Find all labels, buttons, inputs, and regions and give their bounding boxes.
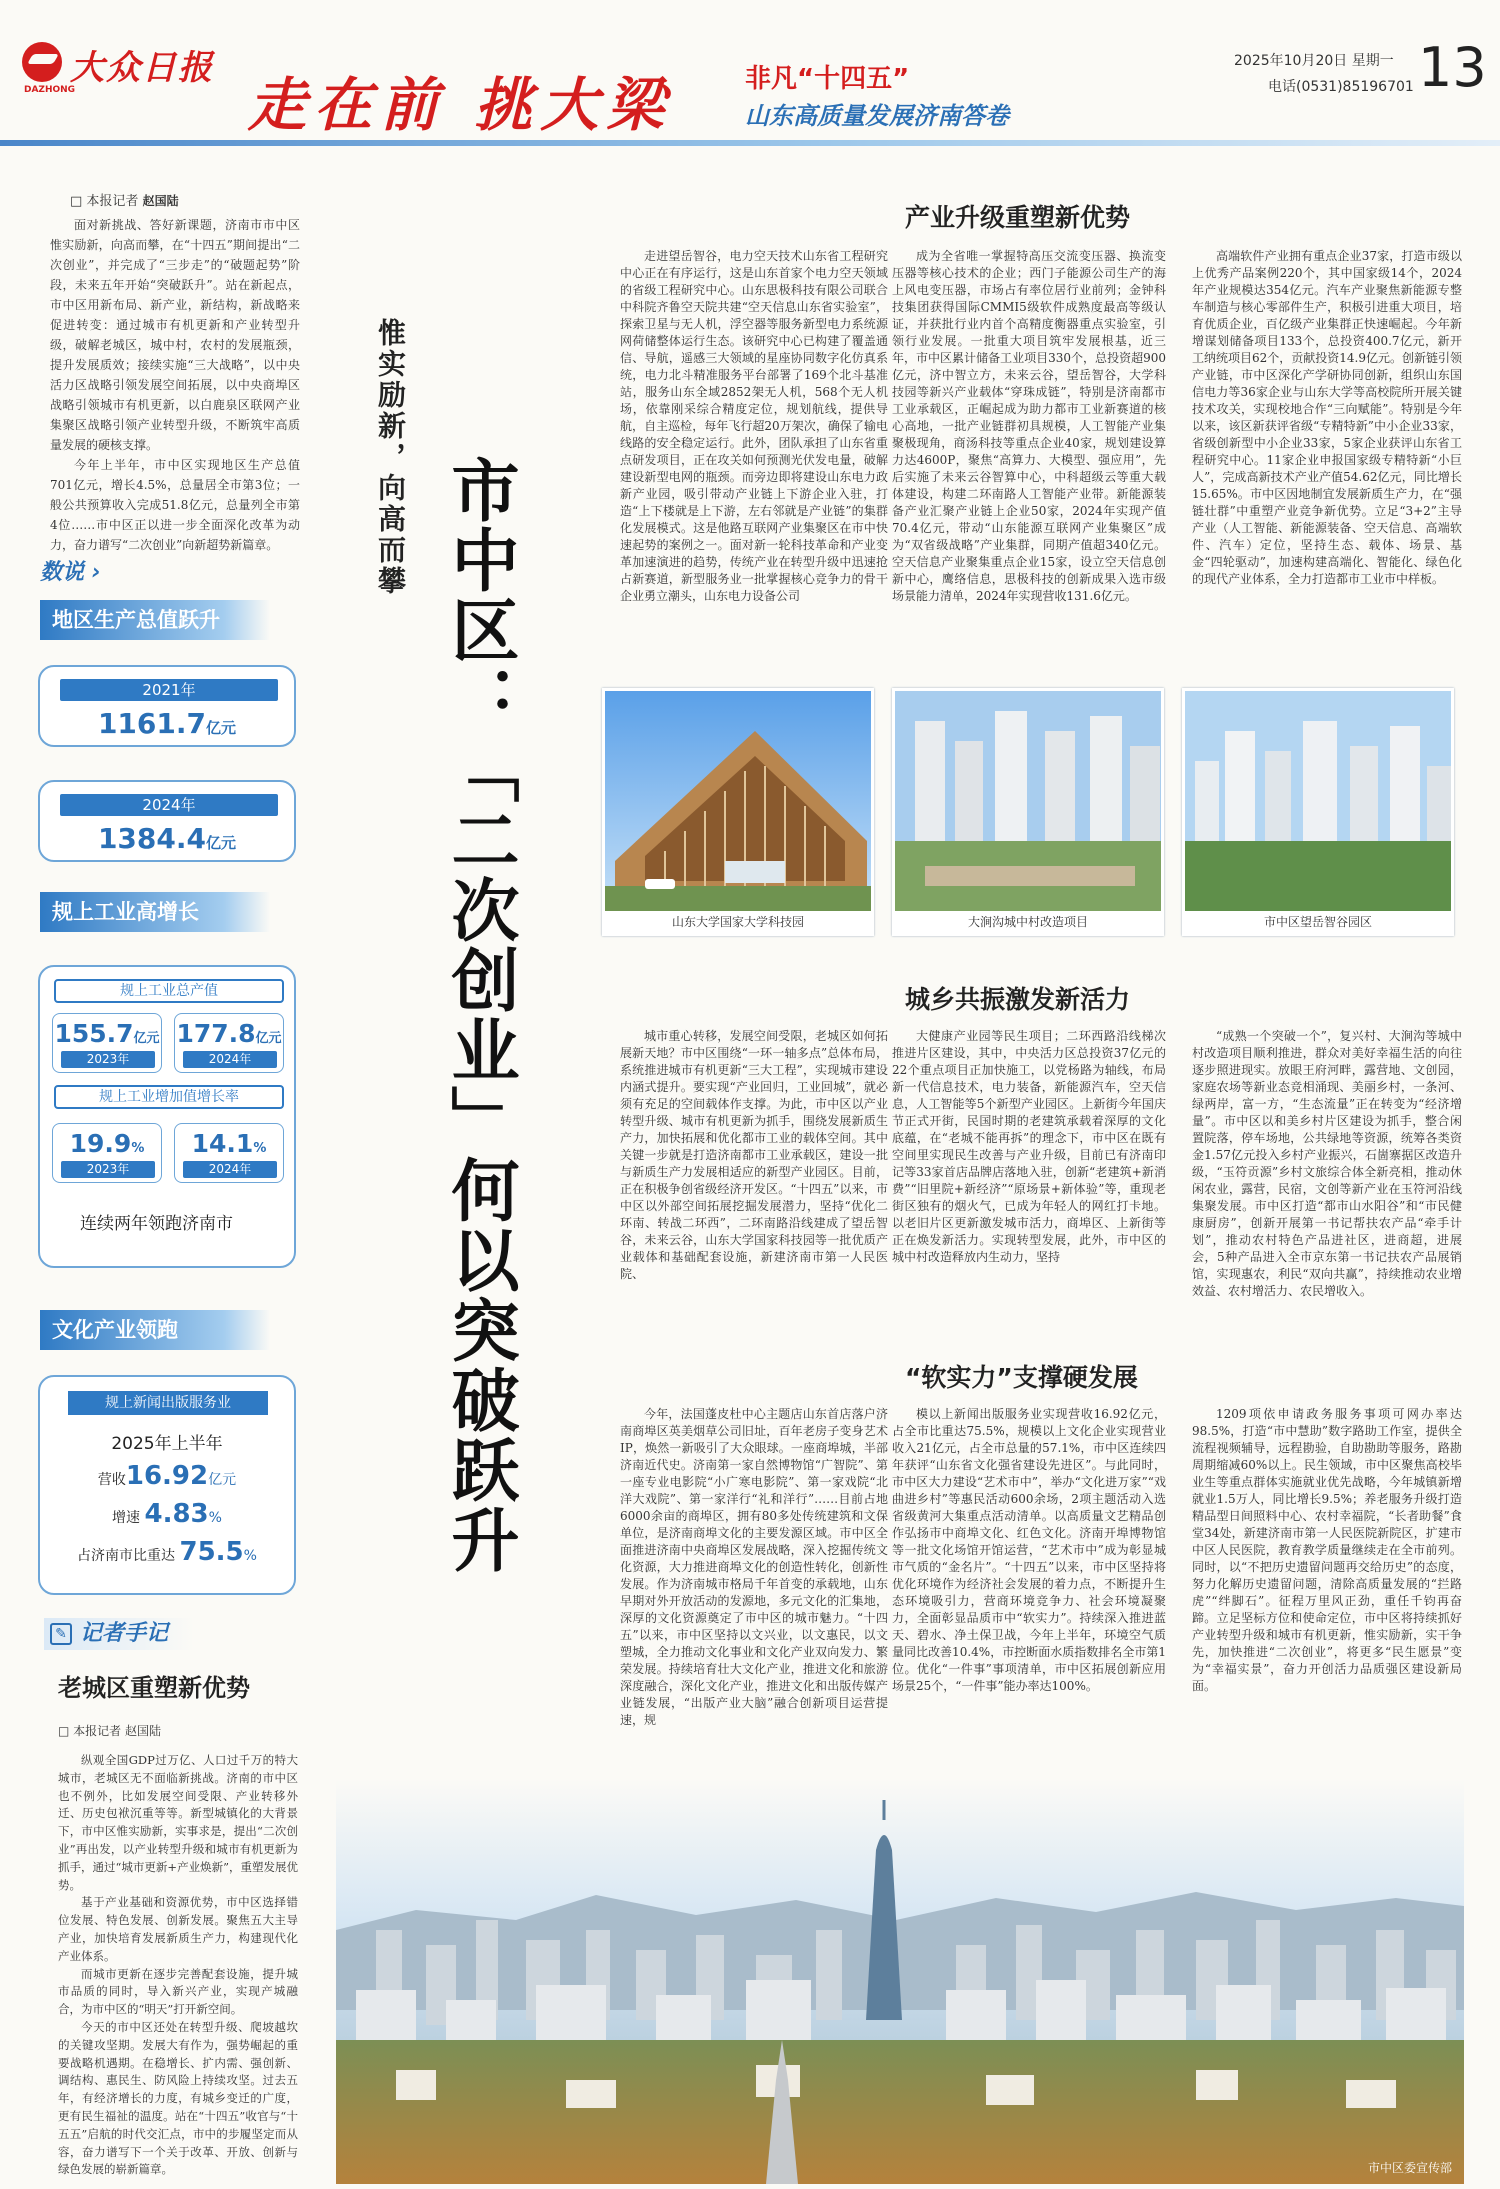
industry-section-title: 规上工业高增长 [40,892,270,932]
lead-paragraph: 今年上半年，市中区实现地区生产总值701亿元，增长4.5%，总量居全市第3位；一般公共预算收入完成51.8亿元，总量列全市第4位……市中区正以进一步全面深化改革为动力，奋力谱写“二次创业”向新超势新篇章。 [50,458,300,552]
photo-science-park [602,688,874,936]
article-column: 高端软件产业拥有重点企业37家，打造市级以上优秀产品案例220个，其中国家级14个，2024年产业规模达354亿元。汽车产业聚焦新能源专整车制造与核心零部件生产，积极引进重大项目，培育优质企业，百亿级产业集群正快速崛起。今年新增谋划储备项目133个，总投资400.7亿元，新开工纳统项目62个，贡献投资14.9亿元。创新链引领产业链，市中区深化产学研协同创新，组织山东国信电力等36家企业与山东大学等高校院所开展关键技术攻关，实现校地合作“三向赋能”。特别是今年以来，该区新获评省级“专精特新”中小企业33家，省级创新型中小企业33家，5家企业获评山东省工程研究中心。11家企业申报国家级专精特新“小巨人”，完成高新技术产业产值54.62亿元，同比增长15.65%。市中区因地制宜发展新质生产力，在“强链壮群”中重塑产业竞争新优势。立足“3+2”主导产业（人工智能、新能源装备、空天信息、高端软件、汽车）定位，坚持生态、载体、场景、基金“四轮驱动”，加速构建高端化、智能化、绿色化的现代产业体系，全力打造都市工业市中样板。 [1192,249,1462,586]
article-column: 今年，法国蓬皮杜中心主题店山东首店落户济南商埠区英美烟草公司旧址，百年老房子变身艺术IP，焕然一新吸引了大众眼球。一座商埠城，半部济南近代史。济南第一家自然博物馆“广智院”、第一座专业电影院“小广寒电影院”、第一家戏院“北洋大戏院”、第一家洋行“礼和洋行”……目前占地6000余亩的商埠区，拥有80多处传统建筑和文保单位，是济南商埠文化的主要发源区域。市中区全面推进济南中央商埠区发展战略，深入挖掘传统文化资源，大力推进商埠文化的创造性转化，创新性发展。作为济南城市格局千年首变的承载地，山东早期对外开放活动的发源地，多元文化的汇集地，深厚的文化资源奠定了市中区的城市魅力。“十四五”以来，市中区坚持以文兴业，以文惠民，以文塑城，全力推动文化事业和文化产业双向发力、繁荣发展。持续培育壮大文化产业，推进文化和旅游深度融合，深化文化产业，推进文化和出版传媒产业链发展，“出版产业大脑”融合创新项目运营提速，规 [620,1407,888,1727]
publishing-header: 规上新闻出版服务业 [68,1391,268,1415]
photo-renewal-project [892,688,1164,936]
output-2024: 177.8亿元 2024年 [174,1013,284,1073]
series-kicker: 非凡“十四五” [745,64,910,94]
headline-subtitle: 惟实励新，向高而攀 [374,318,407,597]
masthead [0,0,1500,150]
essay-paragraph: 而城市更新在逐步完善配套设施，提升城市品质的同时，导入新兴产业，实现产城融合，为市中区的“明天”打开新空间。 [58,1966,298,2017]
publishing-period: 2025年上半年 [111,1434,223,1454]
photo-caption: 大涧沟城中村改造项目 [895,911,1161,933]
slogan: 走在前 挑大梁 [248,71,673,139]
photo-smart-valley [1182,688,1454,936]
publishing-stats-box [38,1375,296,1595]
essay-title: 老城区重塑新优势 [58,1673,250,1702]
share-line: 占济南市比重达 75.5% [77,1537,257,1567]
page-number: 13 [1418,36,1487,99]
headline-title: 市中区：「二次创业」何以突破跃升 [440,455,520,1575]
gdp-value: 1161.7亿元 [97,707,237,740]
section-title-urban-rural: 城乡共振激发新活力 [905,985,1131,1014]
section-title-industry: 产业升级重塑新优势 [905,203,1131,232]
growth-2024: 14.1% 2024年 [174,1123,284,1183]
logo-name: 大众日报 [70,48,214,88]
growth-2023: 19.9% 2023年 [52,1123,162,1183]
pen-icon: ✎ [50,1623,72,1645]
industry-note: 连续两年领跑济南市 [80,1214,233,1234]
essay-byline: □ 本报记者 赵国陆 [58,1724,161,1738]
article-column: 模以上新闻出版服务业实现营收16.92亿元，占全市比重达75.5%，规模以上文化企业实现营业收入21亿元，占全市总量的57.1%，市中区连续四年获评“山东省文化强省建设先进区”。与此同时，市中区大力建设“艺术市中”，举办“文化进万家”“戏曲进乡村”等惠民活动600余场，2项主题活动入选省级黄河大集重点活动清单。以高质量文艺精品创作弘扬市中商埠文化、红色文化。济南开埠博物馆等一批文化场馆开馆运营，“艺术市中”成为彰显城市气质的“金名片”。“十四五”以来，市中区坚持将优化环境作为经济社会发展的着力点，不断提升生态环境吸引力，营商环境竞争力、社会环境凝聚力，全面彰显品质市中“软实力”。持续深入推进蓝天、碧水、净土保卫战，今年上半年，环境空气质量同比改善10.4%，市控断面水质指数排名全市第1位。优化“一件事”事项清单，市中区拓展创新应用场景25个，“一件事”能办率达100%。 [892,1407,1166,1693]
gdp-section-title: 地区生产总值跃升 [40,600,270,640]
city-panorama-photo [336,1780,1464,2184]
growth-header: 规上工业增加值增长率 [54,1085,284,1109]
photo-caption: 市中区望岳智谷园区 [1185,911,1451,933]
reporter-notes-tag: ✎ 记者手记 [44,1618,194,1650]
article-column: 走进望岳智谷，电力空天技术山东省工程研究中心正在有序运行，这是山东首家个电力空天领域的省级工程研究中心。山东思极科技有限公司联合中科院齐鲁空天院共建“空天信息山东省实验室”，探索卫星与无人机，浮空器等服务新型电力系统源网荷储整体运行生态。该研究中心已构建了覆盖通信、导航，遥感三大领域的星座协同数字化仿真系统，电力北斗精准服务平台部署了169个北斗基准站，服务山东全域2852架无人机，568个无人机场，依靠刚采综合精度定位，规划航线，提供导航，自主巡检，每年飞行超20万架次，确保了输电线路的安全稳定运行。此外，团队承担了山东省重点研发项目，正在攻关如何预测光伏发电量，破解建设新型电网的瓶颈。而旁边即将建设山东电力政新产业园，吸引带动产业链上下游企业入驻，打造“上下楼就是上下游，左右邻就是产业链”的集群化发展模式。这是他路互联网产业集聚区在市中快速起势的案例之一。面对新一轮科技革命和产业变革加速演进的趋势，传统产业在转型升级中迅速抢占新赛道，新型服务业一批掌握核心竞争力的骨干企业勇立潮头，山东电力设备公司 [620,249,888,603]
newspaper-logo [22,40,232,100]
lead-intro [30,180,300,555]
article-column: “成熟一个突破一个”，复兴村、大涧沟等城中村改造项目顺利推进，群众对美好幸福生活的向往逐步照进现实。放眼王府河畔，露营地、文创园，家庭农场等新业态竞相涌现、美丽乡村，一条河、绿两岸，富一方，“生态流量”正在转变为“经济增量”。市中区以和美乡村片区建设为抓手，整合闲置院落，停车场地，公共绿地等资源，统筹各类资金1.57亿元投入乡村产业振兴，石崮寨据区改造升级，“玉符贡源”乡村文旅综合体全新亮相，推动休闲农业，露营，民宿，文创等新产业在玉符河沿线集聚发展。市中区打造“都市山水阳谷”和“市民健康厨房”，创新开展第一书记帮扶农产品“牵手计划”，推动农村特色产品进社区，进商超，进展会，5种产品进入全市京东第一书记扶农产品展销馆，实现惠农，利民“双向共赢”，持续推动农业增效益、农村增活力、农民增收入。 [1192,1029,1462,1298]
revenue-line: 营收16.92亿元 [97,1461,237,1491]
data-tag: 数说 › [40,560,101,585]
header-rule [0,140,1500,146]
section-title-soft-power: “软实力”支撑硬发展 [905,1363,1138,1392]
photo-credit: 市中区委宣传部 [1367,2161,1452,2175]
gdp-card-2021 [38,665,296,747]
growth-line: 增速 4.83% [112,1499,222,1529]
gdp-card-2024 [38,780,296,862]
essay-body [58,1752,298,2179]
logo-sub: DAZHONG [24,85,76,95]
photo-caption: 山东大学国家大学科技园 [605,911,871,933]
output-header: 规上工业总产值 [54,979,284,1003]
series-subtitle: 山东高质量发展济南答卷 [745,102,1009,130]
lead-byline: □ 本报记者 赵国陆 [70,194,179,209]
article-column: 成为全省唯一掌握特高压交流变压器、换流变压器等核心技术的企业；西门子能源公司生产的海上风电变压器，市场占有率位居行业前列；金钟科技集团获得国际CMMI5级软件成熟度最高等级认证，并获批行业内首个高精度衡器重点实验室，引领行业发展。一批重大项目筑牢发展根基，近三年，市中区累计储备工业项目330个，总投资超900亿元，济中智立方，未来云谷，望岳智谷，大学科技园等新兴产业载体“穿珠成链”，特别是济南都市工业承载区，正崛起成为助力都市工业新赛道的核心高地，一批产业链群初具规模，人工智能产业集聚极现角，商汤科技等重点企业40家，规划建设算力达4600P，聚焦“高算力、大模型、强应用”，先后实施了未来云谷智算中心，中科超级云等重大载体建设，构建二环南路人工智能产业带。新能源装备产业汇聚产业链上企业50家，2024年实现产值70.4亿元，带动“山东能源互联网产业集聚区”成为“双省级战略”产业集群，同期产值超340亿元。空天信息产业聚集重点企业15家，设立空天信息创新中心，鹰络信息，思极科技的创新成果入选市级场景能力清单，2024年实现营收131.6亿元。 [892,249,1166,603]
photo-strip [602,688,1462,946]
logo-emblem-icon [22,42,62,82]
essay-paragraph: 纵观全国GDP过万亿、人口过千万的特大城市，老城区无不面临新挑战。济南的市中区也不例外，比如发展空间受限、产业转移外迁、历史包袱沉重等等。新型城镇化的大背景下，市中区惟实励新，实事求是，提出“二次创业”再出发，以产业转型升级和城市有机更新为抓手，通过“城市更新+产业焕新”，重塑发展优势。 [58,1753,298,1892]
output-2023: 155.7亿元 2023年 [52,1013,162,1073]
gdp-value: 1384.4亿元 [97,822,237,855]
culture-section-title: 文化产业领跑 [40,1310,270,1350]
industry-stats-box [38,965,296,1268]
article-column: 大健康产业园等民生项目；二环西路沿线梯次推进片区建设，其中，中央活力区总投资37亿元的22个重点项目正加快施工，以党杨路为轴线，布局新一代信息技术，电力装备，新能源汽车，空天信息，人工智能等5个新型产业园区。上新街今年国庆节正式开街，民国时期的老建筑承载着深厚的文化底蕴，在“老城不能再拆”的理念下，市中区在既有空间里实现民生改善与产业升级，目前已有济南印记等33家首店品牌店落地入驻，创新“老建筑+新消费”“旧里院+新经济”“原场景+新体验”等，重现老街区独有的烟火气，已成为年轻人的网红打卡地。以老旧片区更新激发城市活力，商埠区、上新街等正在焕发新活力。实现转型发展，此外，市中区的城中村改造释放内生动力，坚持 [892,1029,1166,1264]
issue-date: 2025年10月20日 星期一 [1234,53,1394,69]
article-column: 1209项依申请政务服务事项可网办率达98.5%，打造“市中慧助”数字路助工作室，提供全流程视频辅导，远程勘验，自助勘助等服务，路勘周期缩减60%以上。民生领域，市中区聚焦高校毕业生等重点群体实施就业优先战略，今年城镇新增就业1.5万人，同比增长9.5%；养老服务升级打造精品型日间照料中心、农村幸福院，“长者助餐”食堂34处，新建济南市第一人民医院新院区，扩建市中区人民医院，教育教学质量继续走在全市前列。同时，以“不把历史遗留问题再交给历史”的态度，努力化解历史遗留问题，清除高质量发展的“拦路虎”“绊脚石”。征程万里风正劲，重任千钧再奋蹄。立足坚标方位和使命定位，市中区将持续抓好产业转型升级和城市有机更新，惟实励新，实干争先，加快推进“二次创业”，将更多“民生愿景”变为“幸福实景”，奋力开创活力品质强区建设新局面。 [1192,1407,1462,1693]
essay-paragraph: 基于产业基础和资源优势，市中区选择错位发展、特色发展、创新发展。聚焦五大主导产业，加快培育发展新质生产力，构建现代化产业体系。 [58,1895,298,1963]
article-column: 城市重心转移，发展空间受限，老城区如何拓展新天地？市中区围绕“一环一轴多点”总体布局，系统推进城市有机更新“三大工程”，实现城市建设内涵式提升。要实现“产业回归，工业回城”，就必须有充足的空间载体作支撑。为此，市中区以产业转型升级、城市有机更新为抓手，围绕发展新质生产力，加快拓展和优化都市工业的载体空间。其中关键一步就是打造济南都市工业承载区，建设一批与新质生产力发展相适应的新型产业园区。目前，正在积极争创省级经济开发区。“十四五”以来，市中区以外部空间拓展挖掘发展潜力，坚持“优化二环南、转战二环西”，二环南路沿线建成了望岳智谷，未来云谷，山东大学国家科技园等一批优质产业载体和基础配套设施，新建济南市第一人民医院、 [620,1029,888,1281]
lead-paragraph: 面对新挑战、答好新课题，济南市市中区惟实励新，向高而攀，在“十四五”期间提出“二次创业”，并完成了“三步走”的“破题起势”阶段，未来五年开始“突破跃升”。站在新起点，市中区用新布局、新产业，新结构，新战略来促进转变：通过城市有机更新和产业转型升级，破解老城区，城中村，农村的发展瓶颈，提升发展质效；接续实施“三大战略”，以中央活力区战略引领发展空间拓展，以中央商埠区战略引领城市有机更新，以白鹿泉区联网产业集聚区战略引领产业转型升级，不断筑牢高质量发展的硬核支撑。 [50,218,300,452]
year-label: 2021年 [60,679,278,701]
essay-paragraph: 今天的市中区还处在转型升级、爬坡越坎的关键攻坚期。发展大有作为，强势崛起的重要战略机遇期。在稳增长、扩内需、强创新、调结构、惠民生、防风险上持续攻坚。过去五年，有经济增长的力度，有城乡变迁的广度，更有民生福祉的温度。站在“十四五”收官与“十五五”启航的时代交汇点，市中的步履坚定而从容，奋力谱写下一个关于改革、开放、创新与绿色发展的崭新篇章。 [58,2019,298,2177]
phone: 电话(0531)85196701 [1268,79,1414,95]
year-label: 2024年 [60,794,278,816]
